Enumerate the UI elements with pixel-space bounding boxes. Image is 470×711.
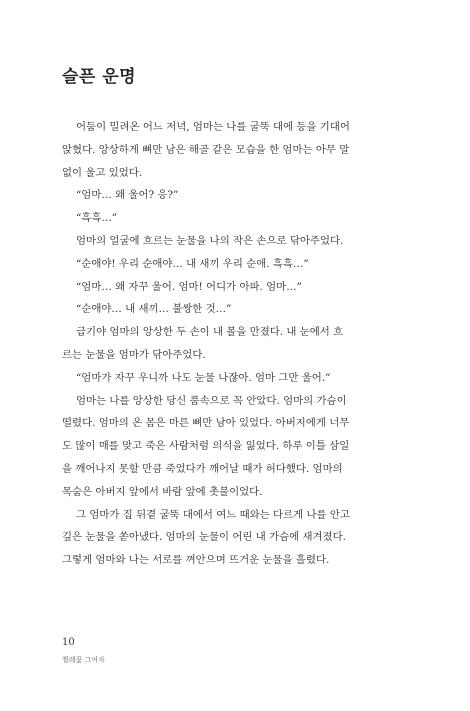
text-line: “엄마… 왜 울어? 응?” [76,189,179,202]
text-line: “순애야! 우리 순애야… 내 새끼 우리 순애. 흑흑…” [76,257,309,270]
text-line: “흑흑…” [76,212,118,225]
text-line: “엄마가 자꾸 우니까 나도 눈물 나잖아. 엄마 그만 울어.” [76,371,331,384]
text-line: 그 엄마가 집 뒤곁 굴뚝 대에서 여느 때와는 다르게 나를 안고 [76,508,350,521]
body-text [62,116,388,572]
text-line: “엄마… 왜 자꾸 울어. 엄마! 어디가 아파. 엄마…” [76,280,302,293]
text-line: 을 깨어나지 못할 만큼 죽었다가 깨어날 때가 허다했다. 엄마의 [62,462,343,475]
text-line: 르는 눈물을 엄마가 닦아주었다. [62,348,206,361]
text-line: 어둠이 밀려온 어느 저녁, 엄마는 나를 굴뚝 대에 등을 기대어 [76,121,350,133]
text-line: 도 많이 매를 맞고 죽은 사람처럼 의식을 잃었다. 하루 이틀 삼일 [62,440,350,453]
text-line: 목숨은 아버지 앞에서 바람 앞에 촛불이었다. [62,485,263,498]
text-line: 엄마의 얼굴에 흐르는 눈물을 나의 작은 손으로 닦아주었다. [76,234,344,247]
text-line: 급기야 엄마의 앙상한 두 손이 내 볼을 만졌다. 내 눈에서 흐 [76,326,344,339]
text-line: 엄마는 나를 앙상한 당신 품속으로 꼭 안았다. 엄마의 가슴이 [76,394,347,407]
text-line: 그렇게 엄마와 나는 서로를 껴안으며 뜨거운 눈물을 흘렸다. [62,554,330,567]
text-line: 앉혔다. 앙상하게 뼈만 남은 해골 같은 모습을 한 엄마는 아무 말 [62,143,350,156]
text-line: 떨렸다. 엄마의 온 몸은 마른 뼈만 남아 있었다. 아버지에게 너무 [62,417,350,430]
chapter-title: 슬픈 운명 [62,67,137,87]
running-footer: 찔레꽃 그여자 [62,656,105,664]
page-number: 10 [62,637,75,648]
text-line: 깊은 눈물을 쏟아냈다. 엄마의 눈물이 어린 내 가슴에 새겨졌다. [62,531,346,544]
text-line: 없이 울고 있었다. [62,166,143,179]
text-line: “순애야… 내 새끼… 불쌍한 것…” [76,303,232,316]
